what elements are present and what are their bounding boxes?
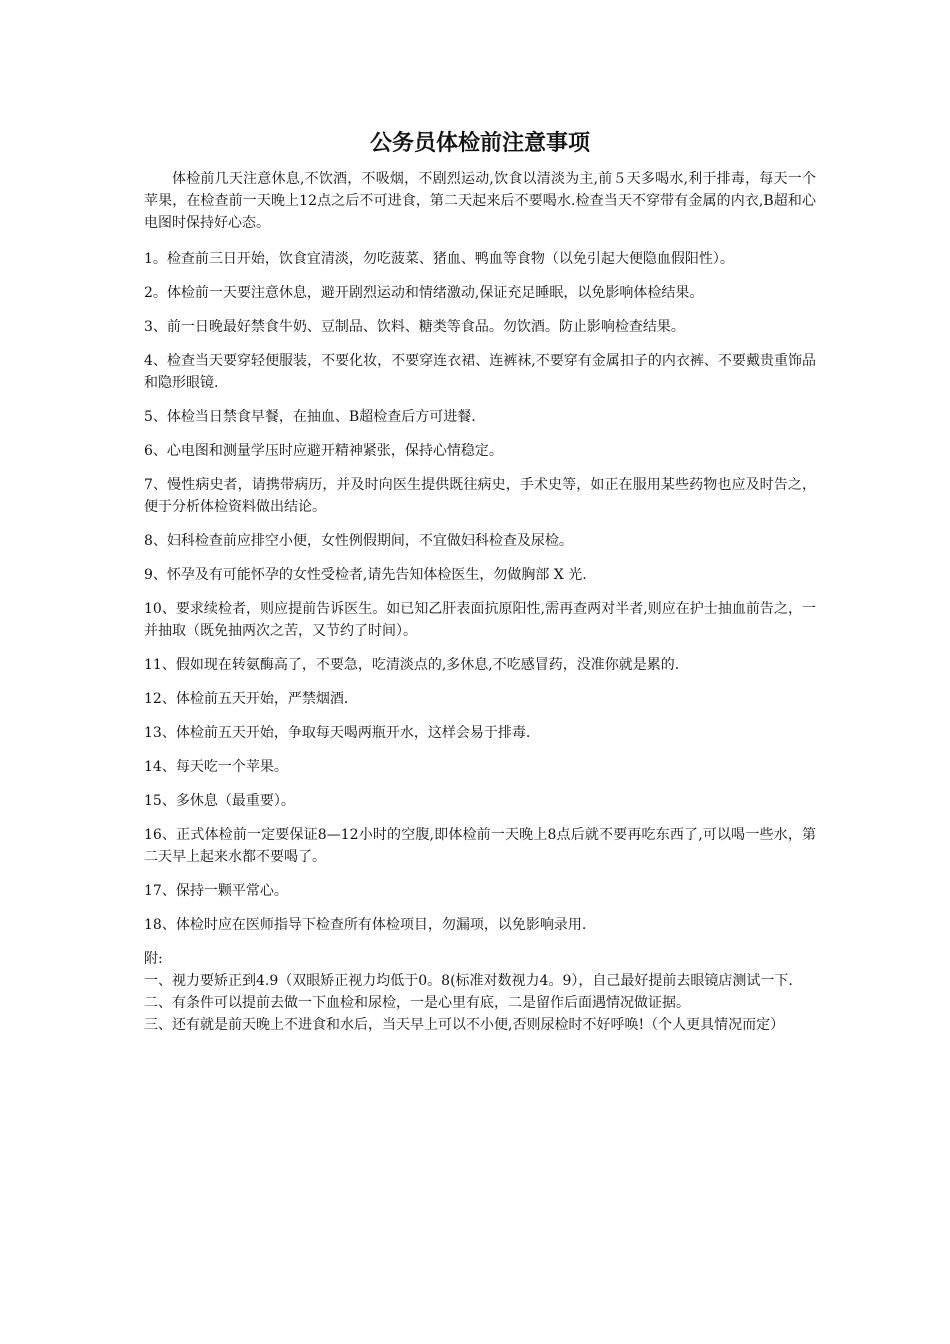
list-item: 7、慢性病史者，请携带病历，并及时向医生提供既往病史，手术史等，如正在服用某些药物也应及时告之，便于分析体检资料做出结论。 bbox=[144, 477, 816, 515]
list-item: 16、正式体检前一定要保证8—12小时的空腹,即体检前一天晚上8点后就不要再吃东西了,可以喝一些水，第二天早上起来水都不要喝了。 bbox=[144, 827, 816, 865]
list-item: 1。检查前三日开始，饮食宜清淡，勿吃菠菜、猪血、鸭血等食物（以免引起大便隐血假阳性）。 bbox=[144, 251, 734, 267]
list-item: 14、每天吃一个苹果。 bbox=[144, 759, 288, 775]
list-item: 11、假如现在转氨酶高了，不要急，吃清淡点的,多休息,不吃感冒药，没准你就是累的. bbox=[144, 657, 680, 673]
document-page bbox=[144, 128, 816, 1036]
list-item: 15、多休息（最重要）。 bbox=[144, 793, 295, 809]
list-item: 4、检查当天要穿轻便服装，不要化妆，不要穿连衣裙、连裤袜,不要穿有金属扣子的内衣裤、不要戴贵重饰品和隐形眼镜. bbox=[144, 353, 816, 391]
appendix-label: 附: bbox=[144, 951, 163, 967]
appendix-section bbox=[144, 948, 816, 1036]
list-item: 12、体检前五天开始，严禁烟酒. bbox=[144, 691, 349, 707]
list-item: 3、前一日晚最好禁食牛奶、豆制品、饮料、糖类等食品。勿饮酒。防止影响检查结果。 bbox=[144, 319, 685, 335]
list-item: 13、体检前五天开始，争取每天喝两瓶开水，这样会易于排毒. bbox=[144, 725, 531, 741]
appendix-line: 三、还有就是前天晚上不进食和水后，当天早上可以不小便,否则尿检时不好呼唤!（个人更具情况而定） bbox=[144, 1017, 785, 1033]
list-item: 10、要求续检者，则应提前告诉医生。如已知乙肝表面抗原阳性,需再查两对半者,则应在护士抽血前告之，一并抽取（既免抽两次之苦，又节约了时间）。 bbox=[144, 601, 816, 639]
appendix-line: 二、有条件可以提前去做一下血检和尿检，一是心里有底，二是留作后面遇情况做证据。 bbox=[144, 995, 690, 1011]
list-item: 8、妇科检查前应排空小便，女性例假期间，不宜做妇科检查及尿检。 bbox=[144, 533, 573, 549]
notice-list bbox=[144, 248, 816, 936]
list-item: 5、体检当日禁食早餐，在抽血、B超检查后方可进餐. bbox=[144, 409, 476, 425]
appendix-line: 一、视力要矫正到4.9（双眼矫正视力均低于0。8(标准对数视力4。9），自己最好提前去眼镜店测试一下. bbox=[144, 973, 793, 989]
list-item: 18、体检时应在医师指导下检查所有体检项目，勿漏项，以免影响录用. bbox=[144, 917, 587, 933]
list-item: 9、怀孕及有可能怀孕的女性受检者,请先告知体检医生，勿做胸部 X 光. bbox=[144, 567, 587, 583]
intro-paragraph: 体检前几天注意休息,不饮酒，不吸烟，不剧烈运动,饮食以清淡为主,前５天多喝水,利于排毒，每天一个苹果，在检查前一天晚上12点之后不可进食，第二天起来后不要喝水.检查当天不穿带有金属的内衣,B超和心电图时保持好心态。 bbox=[144, 171, 816, 231]
document-title: 公务员体检前注意事项 bbox=[369, 131, 590, 156]
list-item: 6、心电图和测量学压时应避开精神紧张，保持心情稳定。 bbox=[144, 443, 503, 459]
list-item: 2。体检前一天要注意休息，避开剧烈运动和情绪激动,保证充足睡眠，以免影响体检结果。 bbox=[144, 285, 704, 301]
list-item: 17、保持一颗平常心。 bbox=[144, 883, 288, 899]
